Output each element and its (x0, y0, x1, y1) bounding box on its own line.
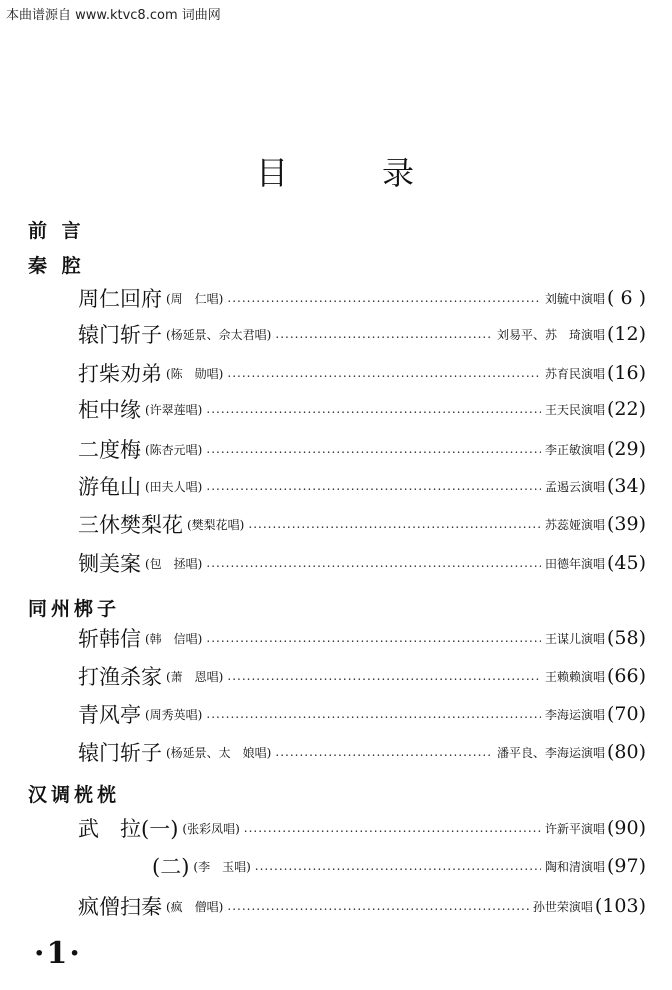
entry-title: 柜中缘 (78, 398, 141, 422)
dot-leader (275, 746, 493, 758)
entry-performer: 孟遏云演唱 (544, 479, 605, 494)
entry-title: 打渔杀家 (78, 665, 162, 689)
toc-entry (78, 546, 646, 580)
entry-title: 三休樊梨花 (78, 513, 183, 537)
page-number: ·1· (34, 936, 82, 971)
entry-page: (39) (606, 513, 646, 535)
toc-entry (78, 811, 646, 845)
dot-leader (206, 557, 541, 569)
entry-page: (66) (606, 665, 646, 687)
entry-performer: 李正敏演唱 (544, 442, 605, 457)
dot-leader (248, 518, 541, 530)
toc-entry (78, 735, 646, 769)
entry-page: (45) (606, 552, 646, 574)
entry-role: (陈杏元唱) (145, 442, 203, 457)
dot-leader (255, 860, 541, 872)
entry-title: 青风亭 (78, 703, 141, 727)
dot-leader (206, 632, 541, 644)
dot-leader (275, 328, 493, 340)
dot-leader (206, 403, 541, 415)
entry-title: 游龟山 (78, 475, 141, 499)
entry-performer: 许新平演唱 (544, 821, 605, 836)
entry-performer: 王赖赖演唱 (544, 669, 605, 684)
entry-title: 辕门斩子 (78, 323, 162, 347)
entry-page: (22) (606, 398, 646, 420)
title-char-1: 目 (255, 154, 290, 192)
entry-performer: 苏蕊娅演唱 (544, 517, 605, 532)
toc-entry (78, 889, 646, 923)
entry-performer: 王天民演唱 (544, 402, 605, 417)
dot-leader (227, 367, 541, 379)
entry-role: (疯 僧唱) (166, 899, 224, 914)
entry-page: (70) (606, 703, 646, 725)
entry-page: (58) (606, 627, 646, 649)
entry-title: 疯僧扫秦 (78, 895, 162, 919)
toc-entry (78, 392, 646, 426)
entry-performer: 王谋儿演唱 (544, 631, 605, 646)
title-char-2: 录 (382, 154, 417, 192)
entry-title: 铡美案 (78, 552, 141, 576)
toc-entry (78, 281, 646, 315)
source-watermark: 本曲谱源自 www.ktvc8.com 词曲网 (6, 8, 221, 23)
entry-role: (樊梨花唱) (187, 517, 245, 532)
toc-entry (78, 469, 646, 503)
entry-role: (周秀英唱) (145, 707, 203, 722)
dot-leader (227, 900, 529, 912)
entry-page: ( 6 ) (607, 287, 646, 309)
dot-leader (227, 670, 541, 682)
entry-performer: 刘易平、苏 琦演唱 (496, 327, 605, 342)
toc-entry (78, 697, 646, 731)
entry-title: (二) (152, 855, 190, 879)
entry-role: (许翠莲唱) (145, 402, 203, 417)
section-heading: 前 言 (28, 220, 85, 242)
entry-page: (80) (606, 741, 646, 763)
section-heading: 同州梆子 (28, 598, 121, 620)
section-heading: 秦 腔 (28, 255, 85, 277)
entry-role: (韩 信唱) (145, 631, 203, 646)
entry-role: (田夫人唱) (145, 479, 203, 494)
entry-title: 打柴劝弟 (78, 362, 162, 386)
entry-role: (包 拯唱) (145, 556, 203, 571)
entry-page: (97) (606, 855, 646, 877)
entry-title: 武 拉(一) (78, 817, 179, 841)
entry-role: (周 仁唱) (166, 291, 224, 306)
entry-role: (杨延景、太 娘唱) (166, 745, 272, 760)
dot-leader (206, 443, 541, 455)
toc-entry (78, 621, 646, 655)
entry-role: (杨延景、佘太君唱) (166, 327, 272, 342)
entry-role: (萧 恩唱) (166, 669, 224, 684)
entry-page: (12) (606, 323, 646, 345)
entry-role: (陈 勋唱) (166, 366, 224, 381)
entry-performer: 潘平良、李海运演唱 (496, 745, 605, 760)
entry-performer: 陶和清演唱 (544, 859, 605, 874)
page-title (0, 148, 672, 194)
entry-page: (103) (594, 895, 646, 917)
entry-page: (29) (606, 438, 646, 460)
entry-page: (34) (606, 475, 646, 497)
entry-title: 辕门斩子 (78, 741, 162, 765)
dot-leader (206, 480, 541, 492)
toc-entry (152, 849, 646, 883)
entry-performer: 刘毓中演唱 (544, 291, 605, 306)
entry-performer: 孙世荣演唱 (532, 899, 593, 914)
entry-page: (16) (606, 362, 646, 384)
toc-entry (78, 356, 646, 390)
entry-performer: 田德年演唱 (544, 556, 605, 571)
dot-leader (206, 708, 541, 720)
toc-entry (78, 659, 646, 693)
section-heading: 汉调桄桄 (28, 784, 121, 806)
entry-role: (张彩凤唱) (182, 821, 240, 836)
entry-title: 周仁回府 (78, 287, 162, 311)
entry-title: 斩韩信 (78, 627, 141, 651)
toc-entry (78, 507, 646, 541)
entry-performer: 李海运演唱 (544, 707, 605, 722)
entry-title: 二度梅 (78, 438, 141, 462)
entry-role: (李 玉唱) (193, 859, 251, 874)
entry-performer: 苏育民演唱 (544, 366, 605, 381)
toc-entry (78, 317, 646, 351)
entry-page: (90) (606, 817, 646, 839)
dot-leader (227, 292, 541, 304)
toc-entry (78, 432, 646, 466)
dot-leader (244, 822, 541, 834)
